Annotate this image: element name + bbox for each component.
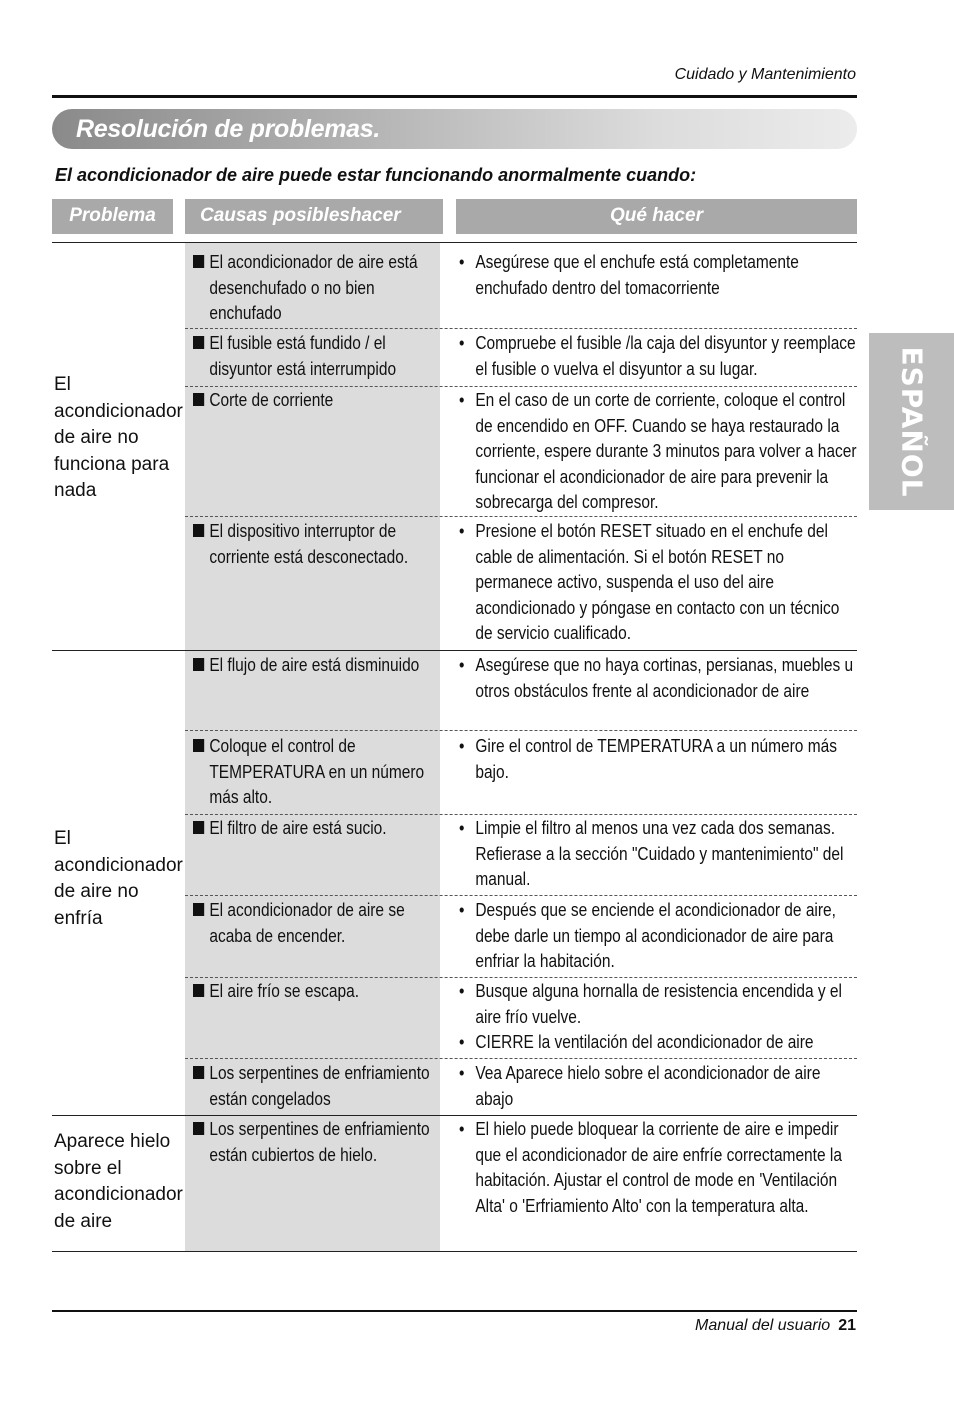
running-header: Cuidado y Mantenimiento — [674, 66, 856, 83]
header-rule — [52, 95, 857, 98]
action-item: • Gire el control de TEMPERATURA a un número más bajo. — [459, 736, 837, 782]
header-action: Qué hacer — [456, 199, 857, 234]
square-bullet-icon — [193, 658, 204, 671]
square-bullet-icon — [193, 739, 204, 752]
cause-item: Los serpentines de enfriamiento están congelados — [193, 1061, 436, 1112]
action-item: • Compruebe el fusible /la caja del disyuntor y reemplace el fusible o vuelva el disyuntor a su lugar. — [459, 333, 856, 379]
row-divider — [185, 516, 857, 517]
row-divider — [185, 730, 857, 731]
row-divider — [185, 895, 857, 896]
cause-item: Coloque el control de TEMPERATURA en un número más alto. — [193, 734, 436, 811]
header-problem: Problema — [52, 199, 173, 234]
cause-item: El aire frío se escapa. — [193, 979, 436, 1005]
cause-item: Corte de corriente — [193, 388, 436, 414]
cause-item: El acondicionador de aire está desenchufado o no bien enchufado — [193, 250, 436, 327]
footer-label: Manual del usuario — [695, 1317, 831, 1334]
cause-item: El fusible está fundido / el disyuntor está interrumpido — [193, 331, 436, 382]
cause-item: El acondicionador de aire se acaba de encender. — [193, 898, 436, 949]
action-item: • En el caso de un corte de corriente, coloque el control de encendido en OFF. Cuando se haya restaurado la corriente, espere durante 3 minutos para volver a hacer funcionar el acondicionador de aire para prevenir la sobrecarga del compresor. — [459, 390, 857, 512]
action-item: • Limpie el filtro al menos una vez cada dos semanas. Refierase a la sección "Cuidado y mantenimiento" del manual. — [459, 818, 844, 889]
group-divider — [52, 650, 857, 651]
group-divider — [52, 1115, 857, 1116]
square-bullet-icon — [193, 336, 204, 349]
language-tab-label: ESPAÑOL — [895, 346, 928, 497]
table-bottom-rule — [52, 1251, 857, 1252]
problem-cell: El acondicionador de aire no enfría — [54, 828, 183, 929]
cause-item: Los serpentines de enfriamiento están cubiertos de hielo. — [193, 1117, 436, 1168]
square-bullet-icon — [193, 821, 204, 834]
cause-item: El dispositivo interruptor de corriente está desconectado. — [193, 519, 436, 570]
page-title: Resolución de problemas. — [76, 115, 380, 143]
action-item: • Presione el botón RESET situado en el enchufe del cable de alimentación. Si el botón RESET no permanece activo, suspenda el uso del aire acondicionado y póngase en contacto con un técnico de servicio cualificado. — [459, 521, 840, 643]
action-item: • Vea Aparece hielo sobre el acondicionador de aire abajo — [459, 1063, 821, 1109]
square-bullet-icon — [193, 255, 204, 268]
header-causes: Causas posibleshacer — [185, 199, 443, 234]
row-divider — [185, 328, 857, 329]
problem-cell: El acondicionador de aire no funciona para nada — [54, 374, 183, 501]
page-number: 21 — [838, 1317, 856, 1334]
square-bullet-icon — [193, 984, 204, 997]
row-divider — [185, 1058, 857, 1059]
intro-text: El acondicionador de aire puede estar funcionando anormalmente cuando: — [55, 165, 697, 185]
action-item: • El hielo puede bloquear la corriente de aire e impedir que el acondicionador de aire enfríe correctamente la habitación. Ajustar el control de mode en 'Ventilación Alta' o 'Erfriamiento Alto' con la temperatura alta. — [459, 1119, 842, 1216]
page-footer — [695, 1317, 856, 1335]
cause-item: El flujo de aire está disminuido — [193, 653, 436, 679]
row-divider — [185, 977, 857, 978]
action-item: • Busque alguna hornalla de resistencia encendida y el aire frío vuelve. — [459, 981, 842, 1027]
square-bullet-icon — [193, 903, 204, 916]
language-tab — [869, 333, 954, 510]
square-bullet-icon — [193, 524, 204, 537]
square-bullet-icon — [193, 393, 204, 406]
action-item: • Asegúrese que el enchufe está completamente enchufado dentro del tomacorriente — [459, 252, 799, 298]
action-item: • Asegúrese que no haya cortinas, persianas, muebles u otros obstáculos frente al acondicionador de aire — [459, 655, 854, 701]
square-bullet-icon — [193, 1122, 204, 1135]
table-top-rule — [52, 242, 857, 243]
row-divider — [185, 386, 857, 387]
action-item: • CIERRE la ventilación del acondicionador de aire — [459, 1032, 814, 1052]
action-item: • Después que se enciende el acondicionador de aire, debe darle un tiempo al acondicionador de aire para enfriar la habitación. — [459, 900, 836, 971]
section-title-bar — [52, 109, 857, 149]
row-divider — [185, 814, 857, 815]
footer-rule — [52, 1310, 857, 1312]
problem-cell: Aparece hielo sobre el acondicionador de aire — [54, 1131, 183, 1232]
square-bullet-icon — [193, 1066, 204, 1079]
cause-item: El filtro de aire está sucio. — [193, 816, 436, 842]
